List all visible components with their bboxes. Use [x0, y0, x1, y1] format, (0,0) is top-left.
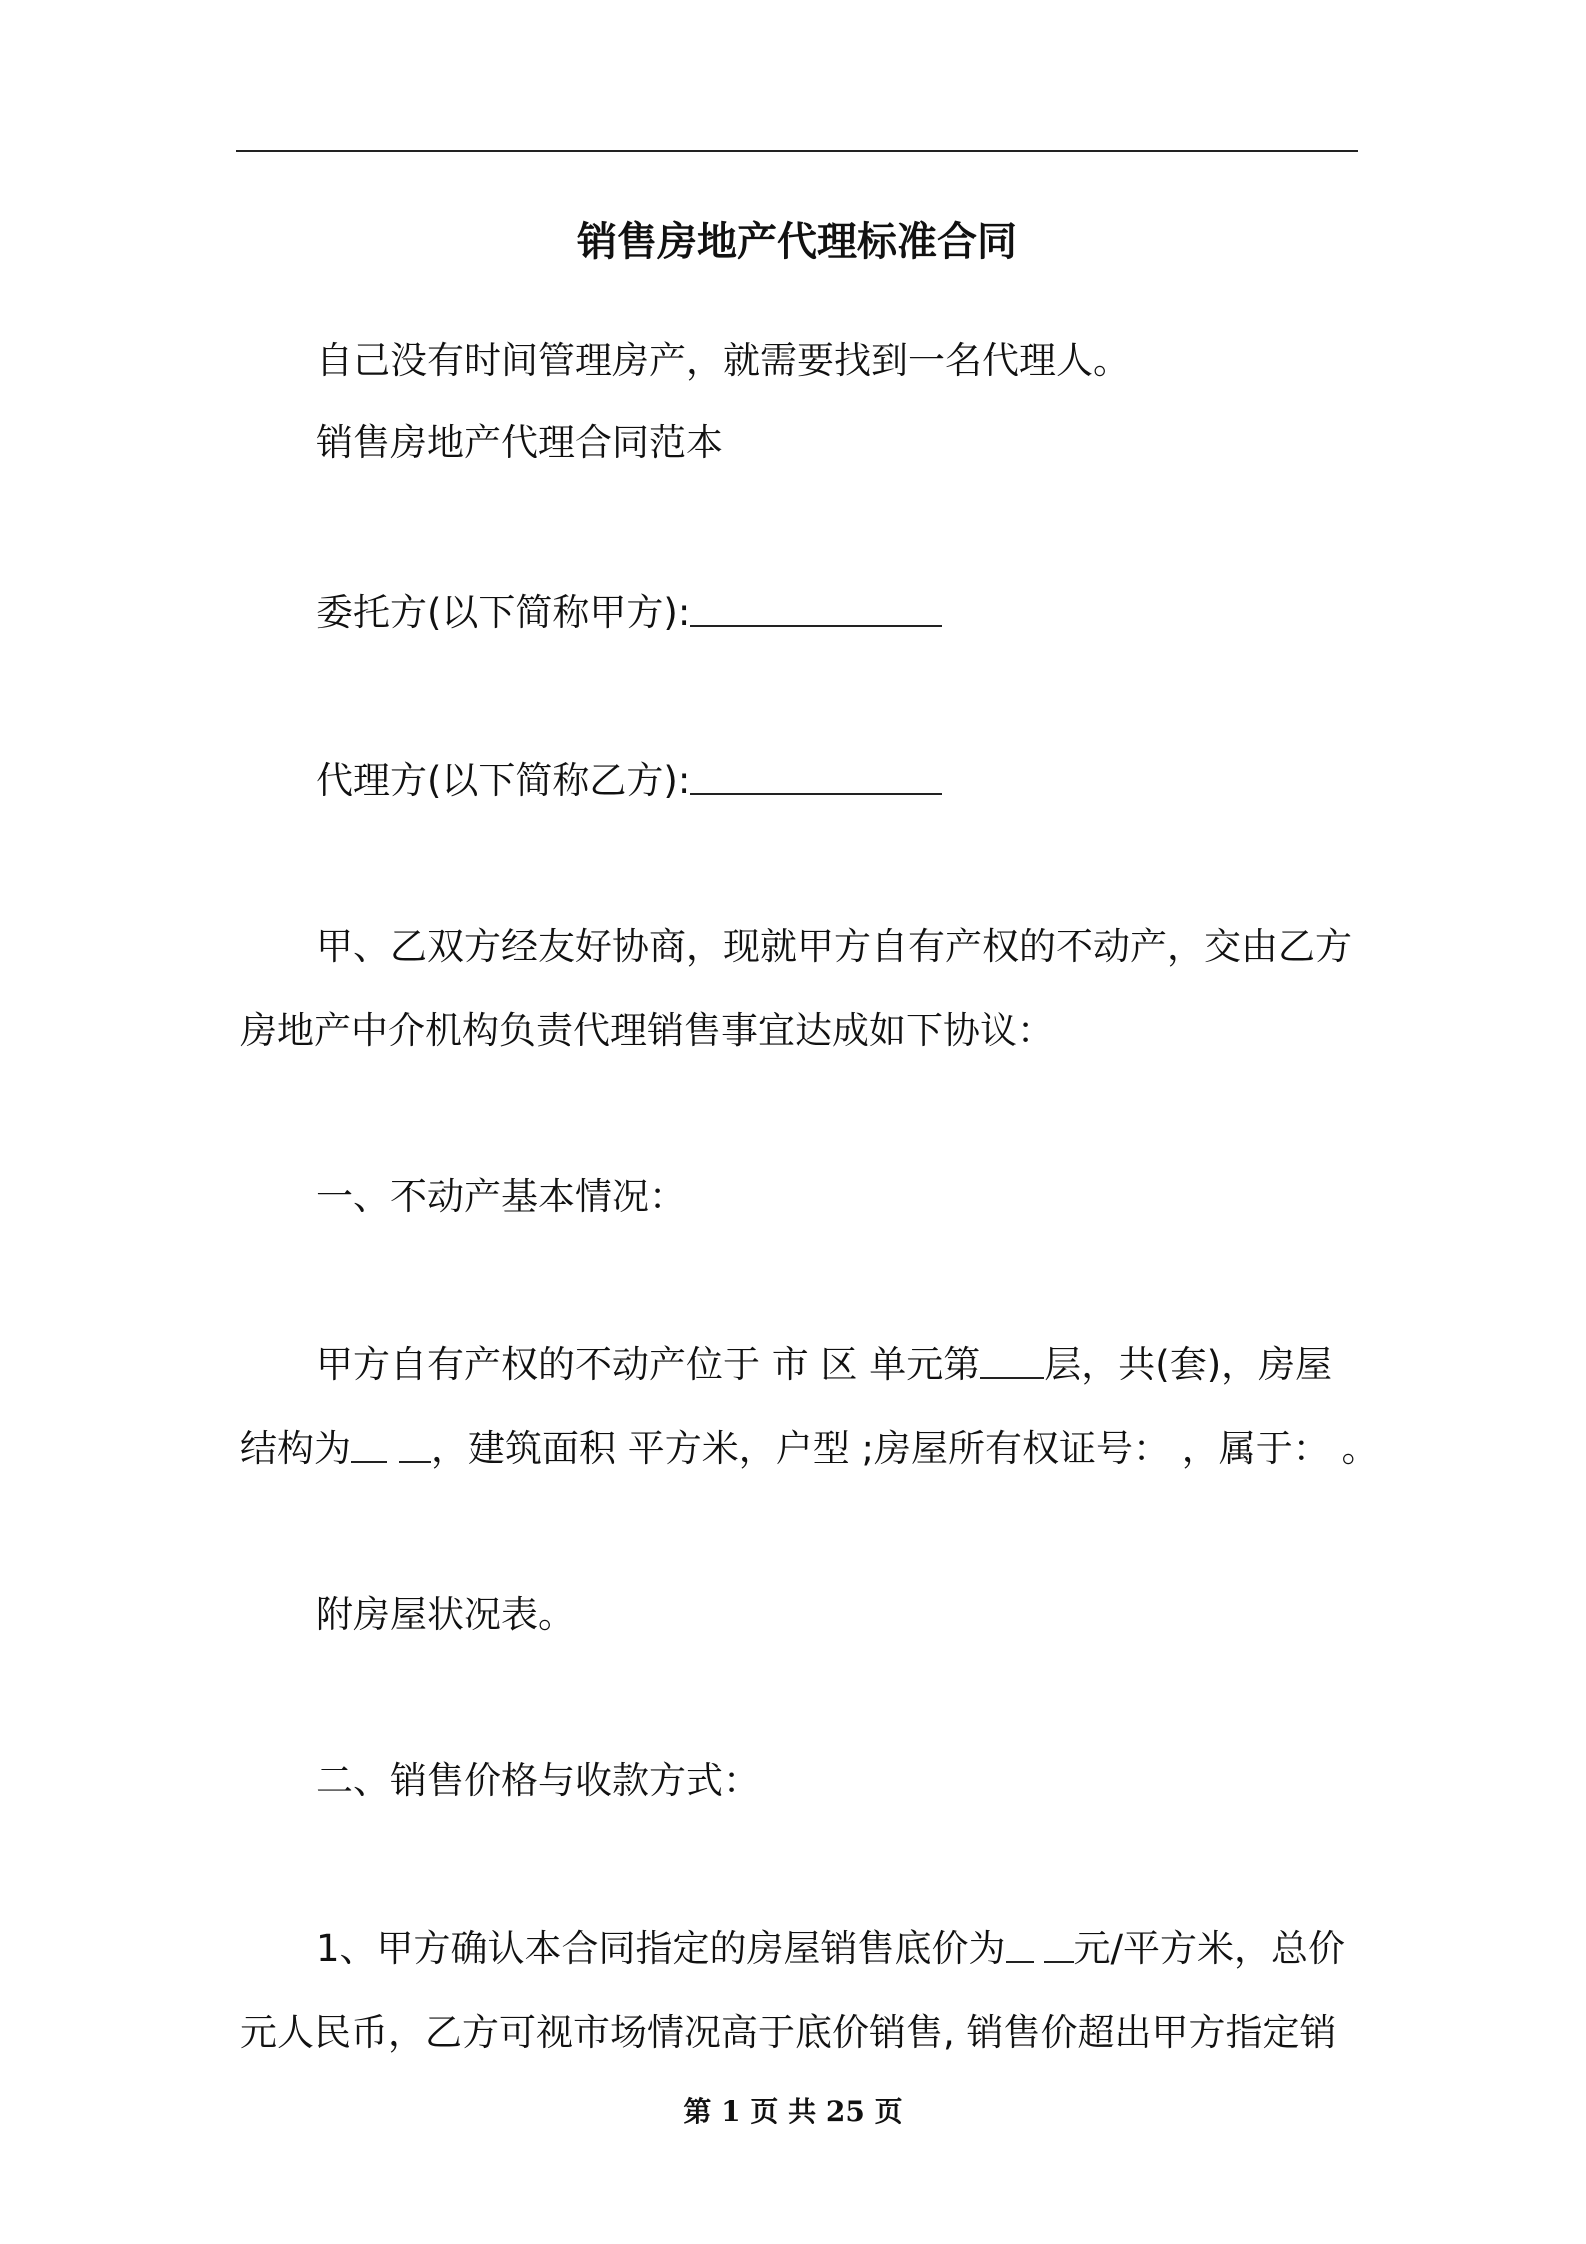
structure-blank-1 [351, 1460, 387, 1463]
base-price-text: 1、甲方确认本合同指定的房屋销售底价为 [316, 1927, 1006, 1970]
document-subtitle: 销售房地产代理合同范本 [316, 421, 723, 464]
section-1-line-1 [316, 1340, 1332, 1390]
attachment-note: 附房屋状况表。 [316, 1593, 575, 1636]
floor-blank [980, 1376, 1044, 1379]
party-b-line [316, 756, 942, 806]
area-text: ，建筑面积 平方米，户型 ;房屋所有权证号： ，属于： 。 [431, 1427, 1379, 1470]
party-b-label: 代理方(以下简称乙方): [316, 759, 691, 802]
party-a-line [316, 588, 942, 638]
party-b-blank [690, 792, 942, 795]
section-2-heading: 二、销售价格与收款方式： [316, 1759, 760, 1802]
price-blank-1 [1006, 1960, 1034, 1963]
floor-text: 层，共(套)，房屋 [1044, 1343, 1333, 1386]
preamble-line-2: 房地产中介机构负责代理销售事宜达成如下协议： [240, 1009, 1054, 1052]
header-rule [236, 150, 1358, 152]
price-blank-2 [1044, 1960, 1074, 1963]
section-2-line-1 [316, 1924, 1345, 1974]
page-number-footer: 第 1 页 共 25 页 [683, 2095, 903, 2128]
document-title: 销售房地产代理标准合同 [577, 219, 1017, 265]
location-text: 甲方自有产权的不动产位于 市 区 单元第 [316, 1343, 981, 1386]
party-a-blank [690, 624, 942, 627]
section-1-heading: 一、不动产基本情况： [316, 1175, 686, 1218]
section-1-line-2 [240, 1424, 1379, 1474]
party-a-label: 委托方(以下简称甲方): [316, 591, 691, 634]
section-2-line-2: 元人民币，乙方可视市场情况高于底价销售, 销售价超出甲方指定销 [240, 2011, 1337, 2054]
structure-label: 结构为 [240, 1427, 351, 1470]
preamble-line-1: 甲、乙双方经友好协商，现就甲方自有产权的不动产，交由乙方 [316, 925, 1352, 968]
intro-paragraph: 自己没有时间管理房产，就需要找到一名代理人。 [316, 339, 1130, 382]
total-price-text: 元/平方米，总价 [1073, 1927, 1346, 1970]
structure-blank-2 [399, 1460, 431, 1463]
